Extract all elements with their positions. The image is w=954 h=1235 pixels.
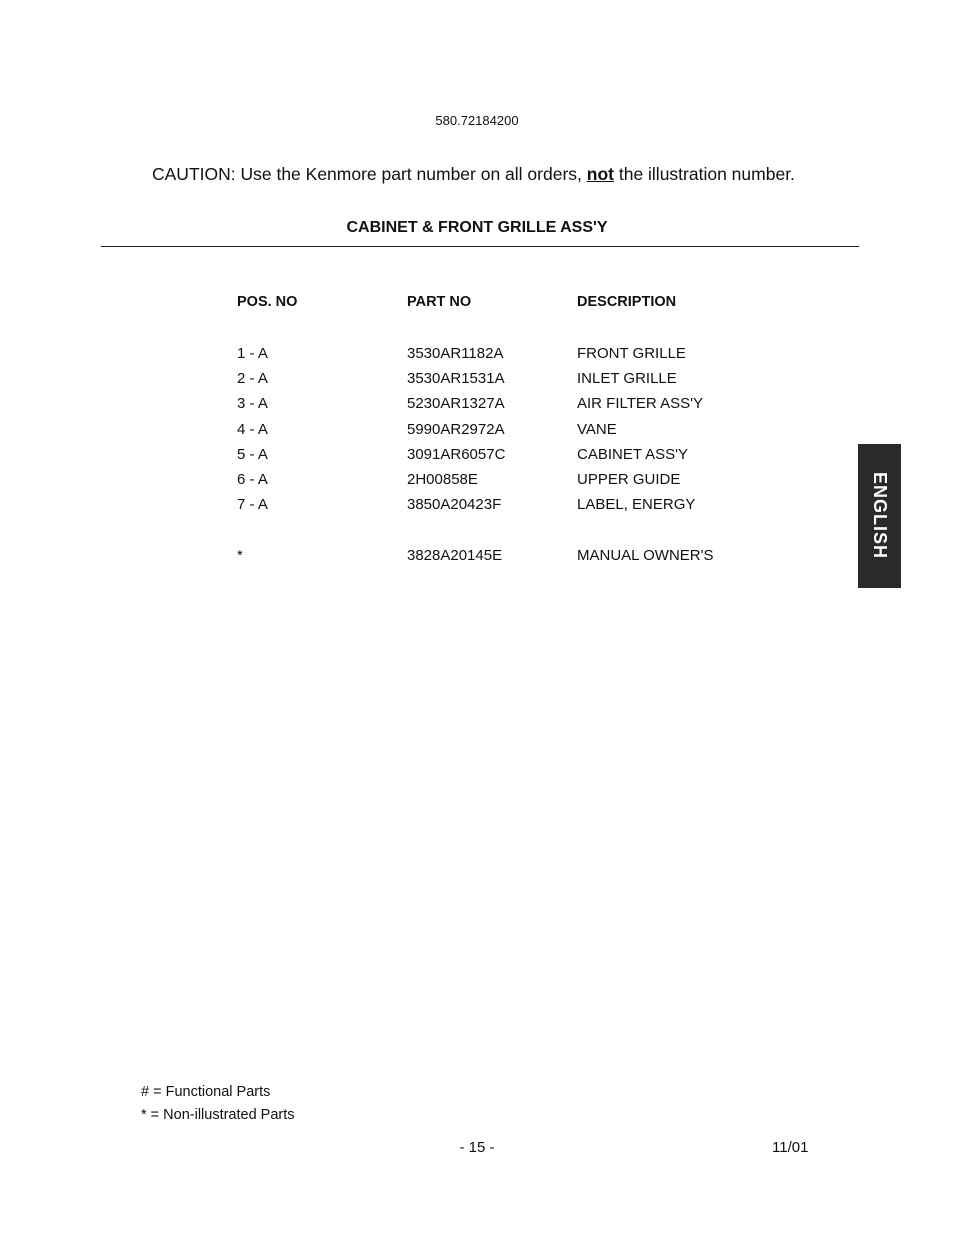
part-no: 3850A20423F [407,496,502,513]
pos-no: * [237,547,243,564]
pos-no: 4 - A [237,421,268,438]
description: INLET GRILLE [577,370,677,387]
description: UPPER GUIDE [577,471,681,488]
footnote-functional: # = Functional Parts [141,1084,271,1100]
description: CABINET ASS'Y [577,446,688,463]
caution-text-before: CAUTION: Use the Kenmore part number on all orders, [152,164,587,184]
part-no: 2H00858E [407,471,478,488]
caution-note [152,164,795,185]
pos-no: 2 - A [237,370,268,387]
part-no: 3530AR1182A [407,345,504,362]
pos-no: 7 - A [237,496,268,513]
part-no: 5230AR1327A [407,395,505,412]
caution-emphasis: not [586,164,614,184]
header-description: DESCRIPTION [577,294,677,310]
pos-no: 1 - A [237,345,268,362]
part-no: 3530AR1531A [407,370,505,387]
part-no: 5990AR2972A [407,421,505,438]
section-title: CABINET & FRONT GRILLE ASS'Y [346,219,608,236]
pos-no: 3 - A [237,395,268,412]
caution-text-after: the illustration number. [613,164,795,184]
footnote-non-illustrated: * = Non-illustrated Parts [141,1107,295,1123]
description: AIR FILTER ASS'Y [577,395,703,412]
pos-no: 6 - A [237,471,268,488]
description: FRONT GRILLE [577,345,686,362]
revision-date: 11/01 [772,1139,809,1156]
page-number: - 15 - [459,1139,495,1156]
pos-no: 5 - A [237,446,268,463]
part-no: 3091AR6057C [407,446,506,463]
description: MANUAL OWNER'S [577,547,714,564]
side-tab-label: ENGLISH [870,472,890,560]
section-divider [101,246,859,247]
language-side-tab [858,444,901,588]
header-pos-no: POS. NO [237,294,298,310]
description: VANE [577,421,617,438]
part-no: 3828A20145E [407,547,503,564]
header-part-no: PART NO [407,294,472,310]
description: LABEL, ENERGY [577,496,696,513]
model-number: 580.72184200 [435,113,519,128]
